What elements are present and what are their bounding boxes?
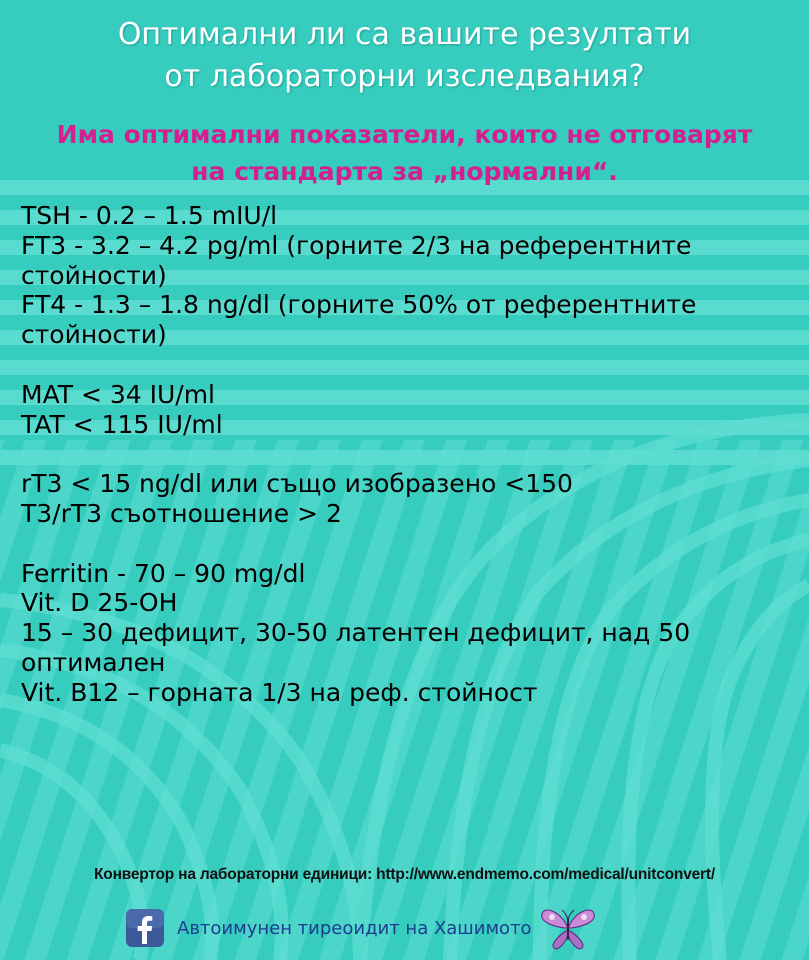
spacer: [21, 350, 806, 380]
tat-value: TAT < 115 IU/ml: [21, 409, 223, 439]
mat-value: MAT < 34 IU/ml: [21, 379, 215, 409]
vit-d-ranges-continued: оптимален: [21, 647, 166, 677]
tsh-value: TSH - 0.2 – 1.5 mIU/l: [21, 201, 278, 230]
spacer: [21, 439, 806, 469]
facebook-page-name[interactable]: Автоимунен тиреоидит на Хашимото: [177, 917, 532, 939]
butterfly-icon: [538, 904, 598, 952]
subtitle-line-2: на стандарта за „нормални“.: [191, 157, 618, 186]
facebook-icon[interactable]: [125, 908, 165, 948]
title-line-2: от лабораторни изследвания?: [164, 59, 645, 94]
poster-title: [0, 14, 809, 98]
ft4-value-continued: стойности): [21, 320, 167, 350]
t3-rt3-ratio-value: T3/rT3 съотношение > 2: [21, 498, 342, 528]
vit-b12-value: Vit. B12 – горната 1/3 на реф. стойност: [21, 677, 538, 707]
title-line-1: Оптимални ли са вашите резултати: [117, 17, 692, 52]
poster-subtitle: [0, 116, 809, 190]
unit-converter-note: Конвертор на лабораторни единици: http://www.endmemo.com/medical/unitconvert/: [94, 866, 715, 883]
facebook-page-link[interactable]: [125, 908, 598, 948]
ft3-value-continued: стойности): [21, 260, 167, 290]
spacer: [21, 529, 806, 559]
ft3-value: FT3 - 3.2 – 4.2 pg/ml (горните 2/3 на референтните: [21, 230, 692, 260]
ft4-value: FT4 - 1.3 – 1.8 ng/dl (горните 50% от референтните: [21, 290, 697, 320]
rt3-value: rT3 < 15 ng/dl или също изобразено <150: [21, 469, 573, 499]
vit-d-ranges: 15 – 30 дефицит, 30-50 латентен дефицит, над 50: [21, 618, 691, 648]
lab-values-list: [21, 201, 806, 708]
vit-d-label: Vit. D 25-OH: [21, 588, 178, 618]
subtitle-line-1: Има оптимални показатели, които не отговарят: [56, 120, 753, 149]
ferritin-value: Ferritin - 70 – 90 mg/dl: [21, 558, 306, 588]
